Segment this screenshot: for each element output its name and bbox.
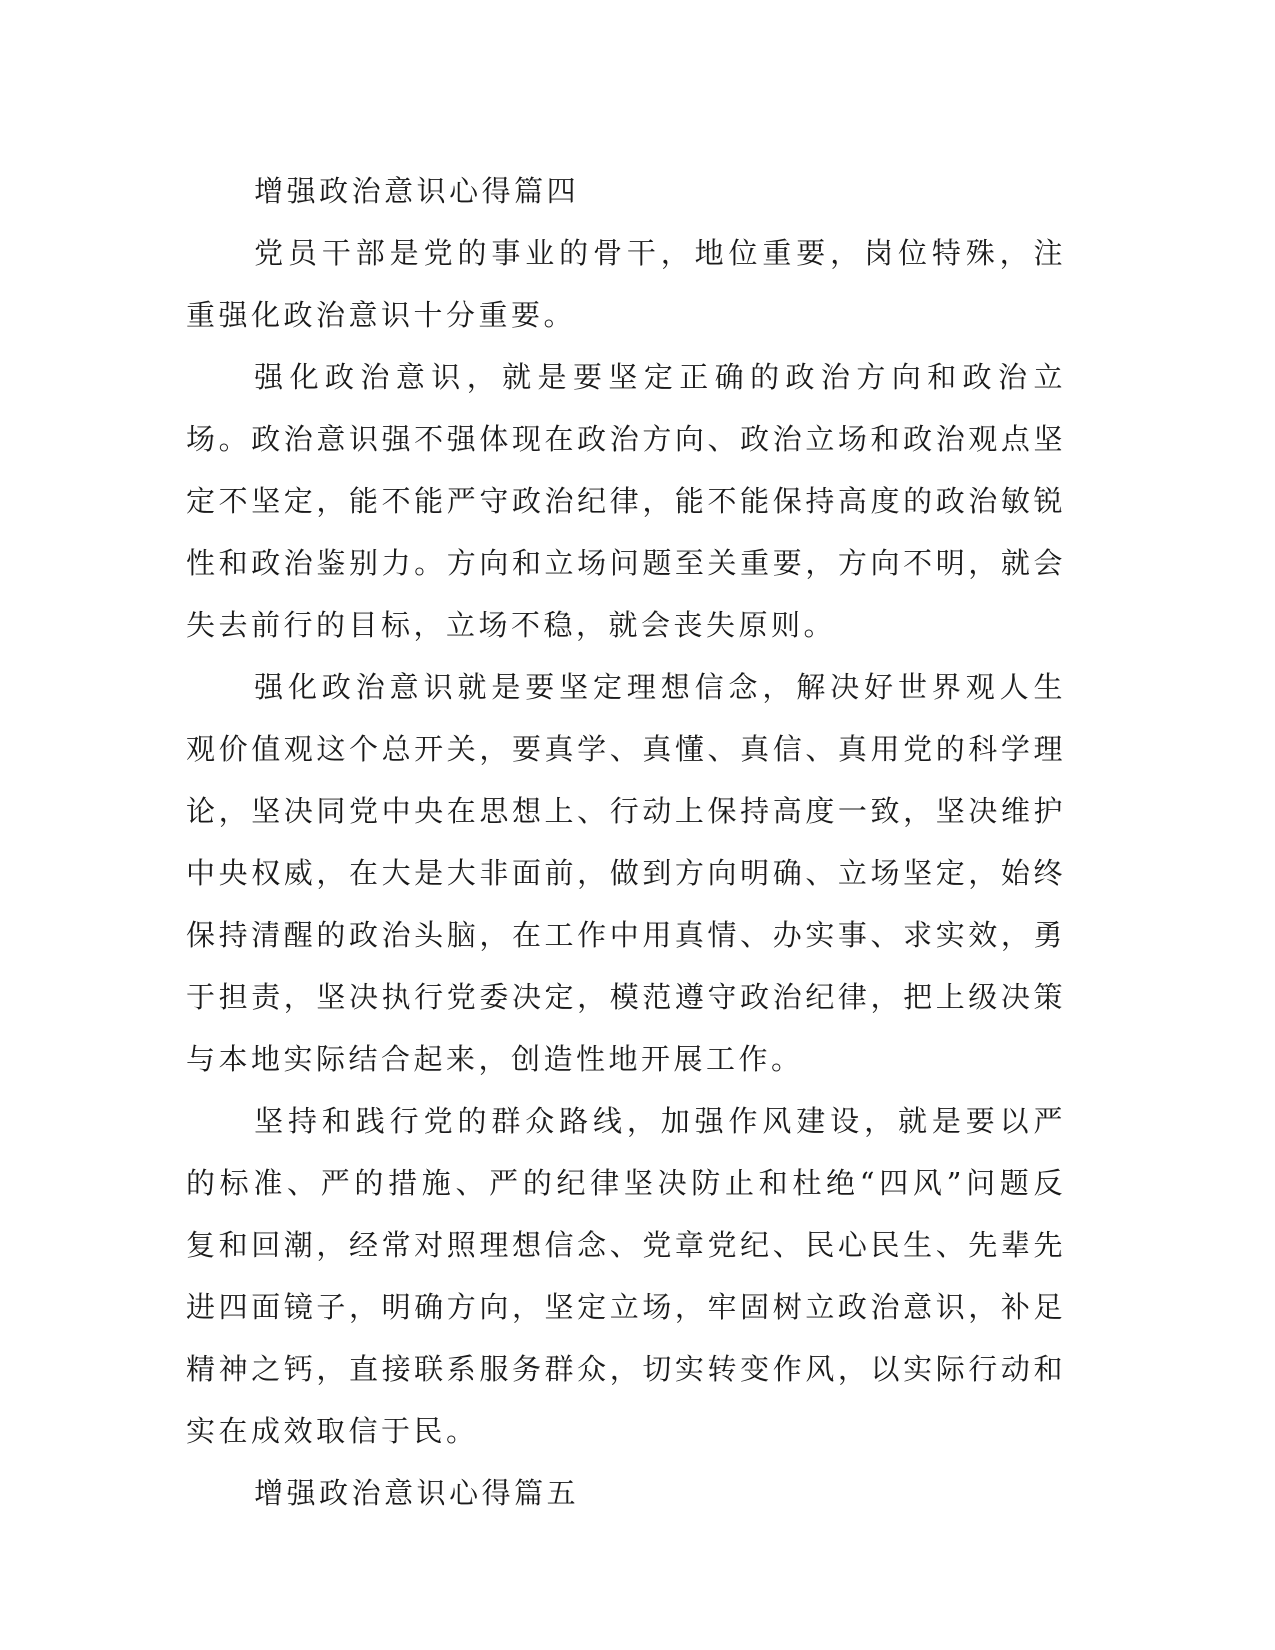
paragraph-1: 党员干部是党的事业的骨干，地位重要，岗位特殊，注重强化政治意识十分重要。 — [186, 236, 1066, 332]
paragraph-2: 强化政治意识，就是要坚定正确的政治方向和政治立场。政治意识强不强体现在政治方向、政治立场和政治观点坚定不坚定，能不能严守政治纪律，能不能保持高度的政治敏锐性和政治鉴别力。方向和立场问题至关重要，方向不明，就会失去前行的目标，立场不稳，就会丧失原则。 — [186, 360, 1066, 642]
section-heading-4: 增强政治意识心得篇四 — [254, 174, 580, 208]
document-body — [186, 160, 1066, 1524]
paragraph-3: 强化政治意识就是要坚定理想信念，解决好世界观人生观价值观这个总开关，要真学、真懂、真信、真用党的科学理论，坚决同党中央在思想上、行动上保持高度一致，坚决维护中央权威，在大是大非面前，做到方向明确、立场坚定，始终保持清醒的政治头脑，在工作中用真情、办实事、求实效，勇于担责，坚决执行党委决定，模范遵守政治纪律，把上级决策与本地实际结合起来，创造性地开展工作。 — [186, 670, 1066, 1076]
section-heading-5: 增强政治意识心得篇五 — [254, 1476, 580, 1510]
paragraph-4: 坚持和践行党的群众路线，加强作风建设，就是要以严的标准、严的措施、严的纪律坚决防止和杜绝“四风”问题反复和回潮，经常对照理想信念、党章党纪、民心民生、先辈先进四面镜子，明确方向，坚定立场，牢固树立政治意识，补足精神之钙，直接联系服务群众，切实转变作风，以实际行动和实在成效取信于民。 — [186, 1104, 1066, 1448]
